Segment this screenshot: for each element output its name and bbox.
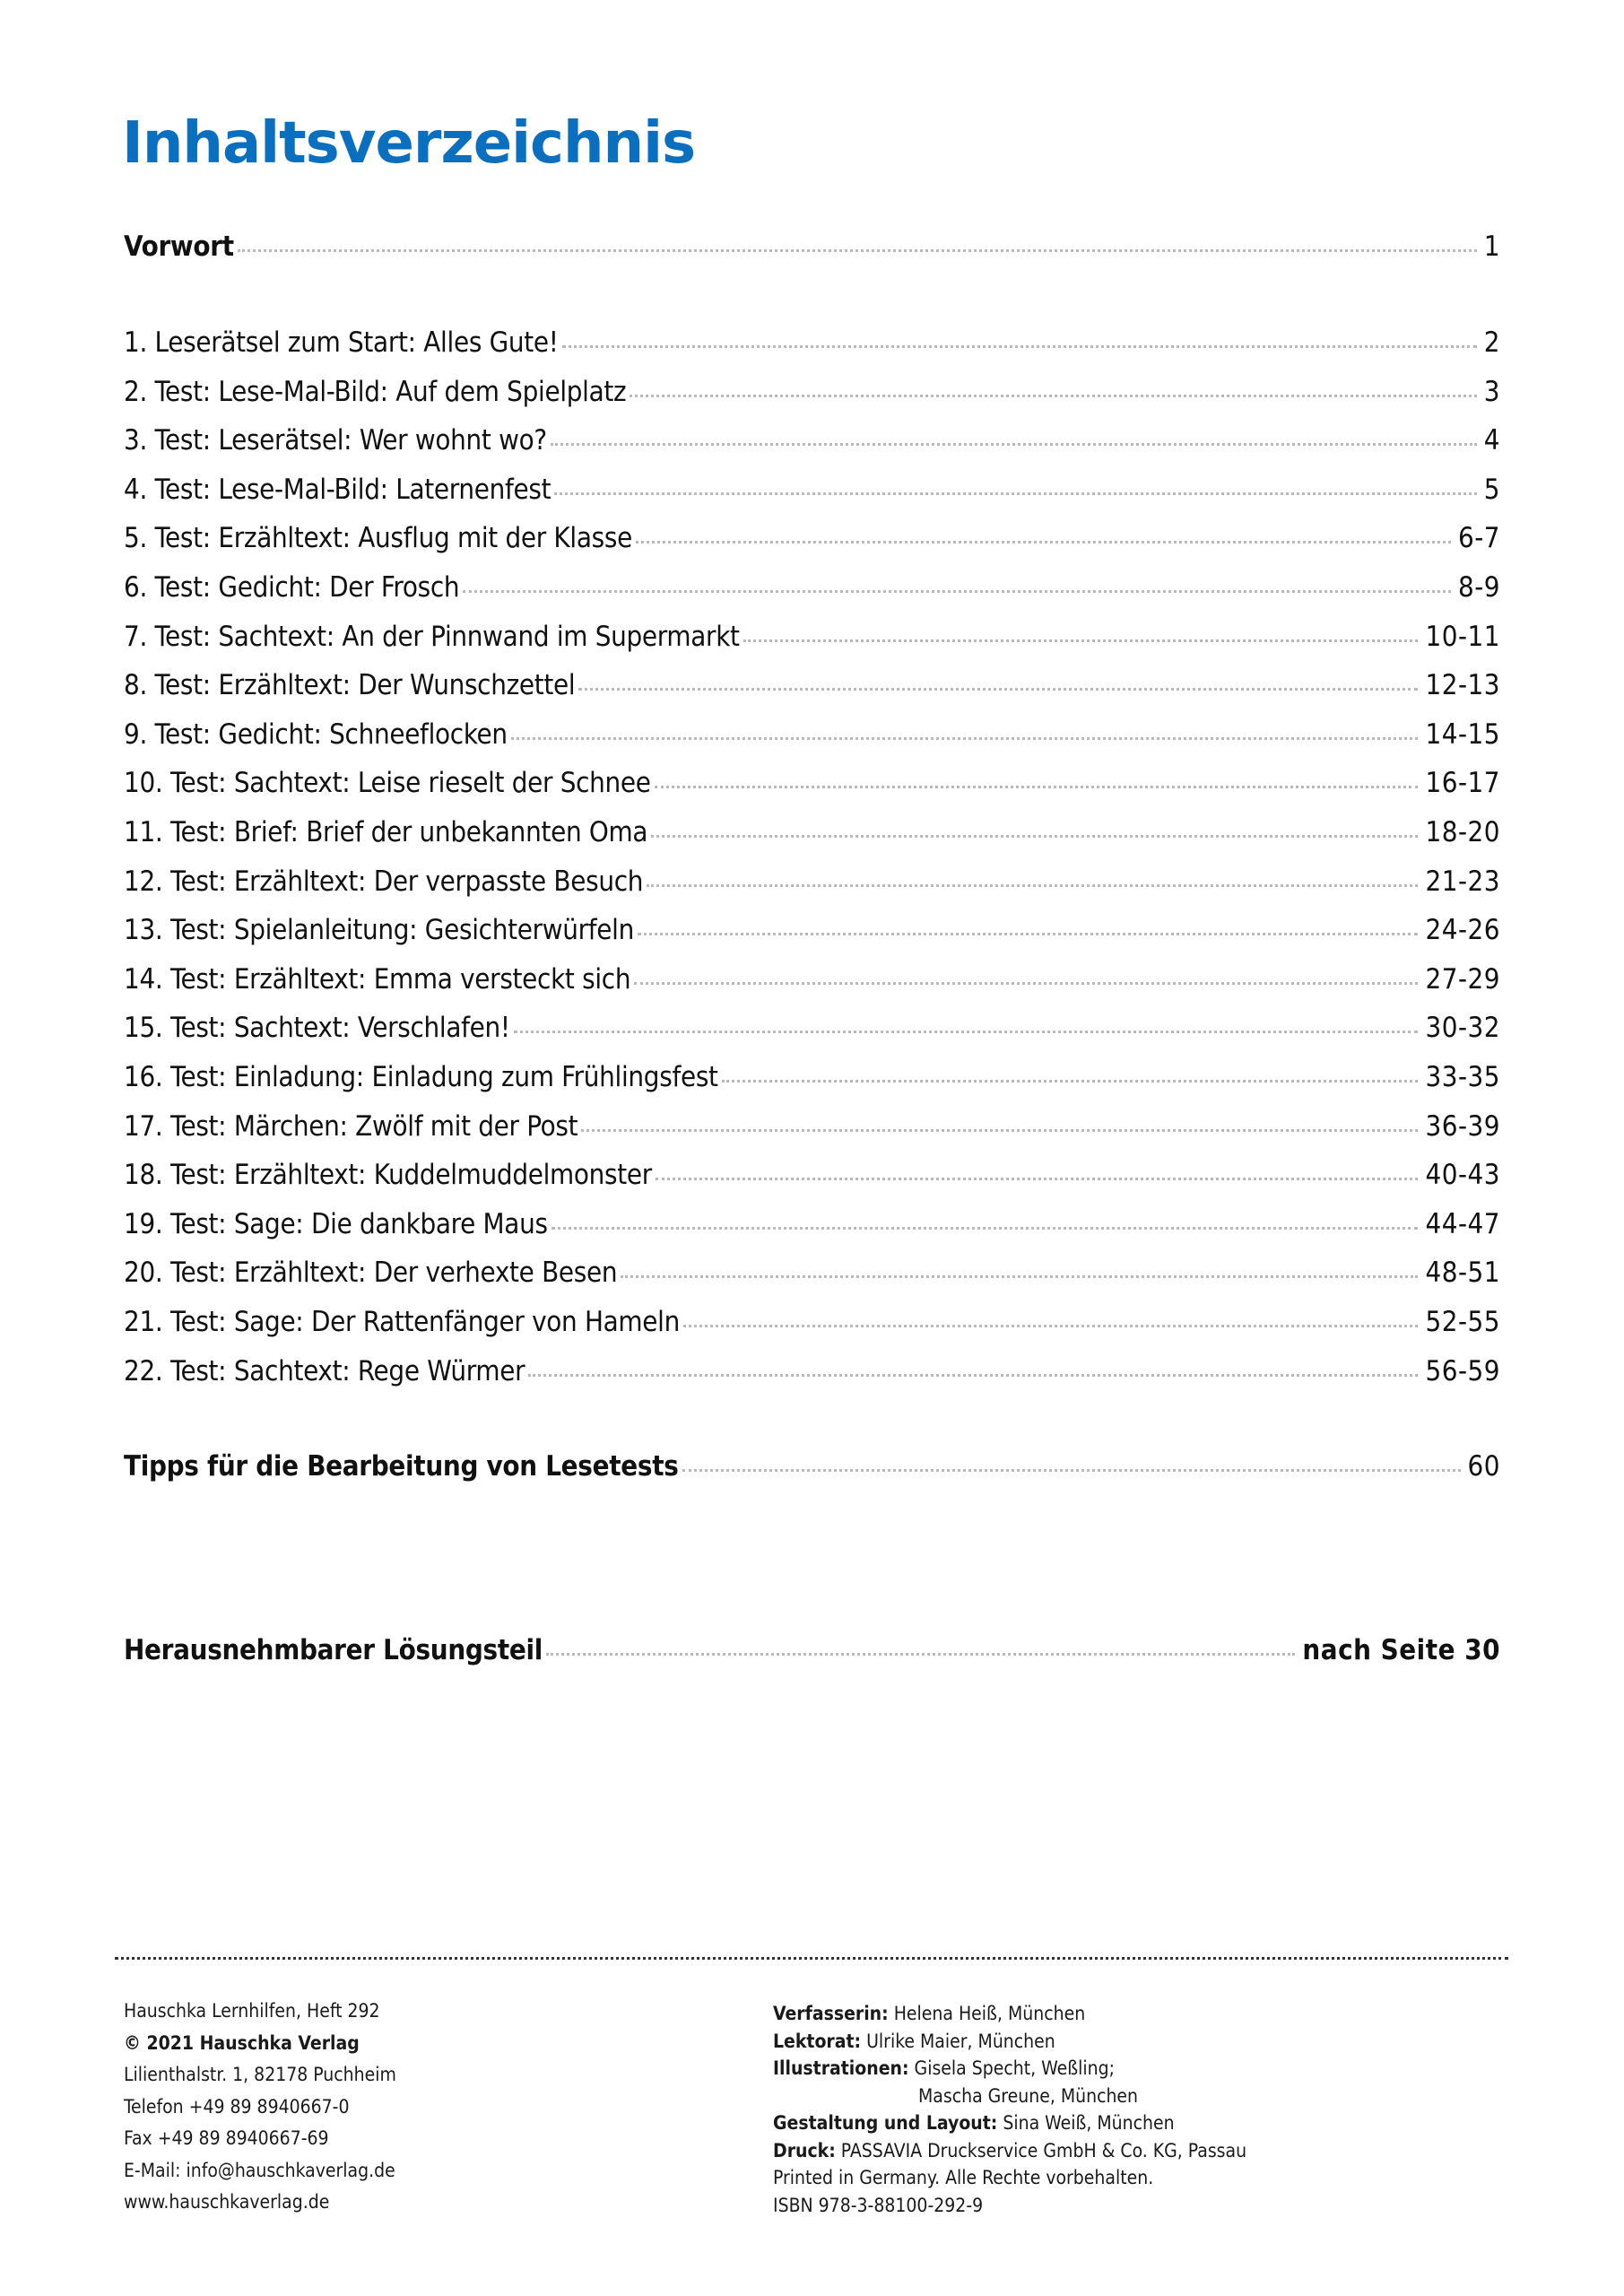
toc-label: Vorwort — [124, 230, 234, 263]
toc-entry[interactable] — [124, 325, 1500, 361]
toc-label: 3. Test: Leserätsel: Wer wohnt wo? — [124, 424, 547, 457]
dot-leader — [514, 1031, 1419, 1033]
credit-illustrations — [773, 2055, 1246, 2083]
toc-entry[interactable] — [124, 520, 1500, 556]
toc-entry[interactable] — [124, 1304, 1500, 1340]
credit-author — [773, 2000, 1246, 2028]
credit-print — [773, 2137, 1246, 2165]
toc-label: 13. Test: Spielanleitung: Gesichterwürfeln — [124, 914, 634, 947]
dot-leader — [722, 1080, 1419, 1083]
toc-page-number: 48-51 — [1425, 1257, 1500, 1290]
credit-label: Verfasserin: — [773, 2003, 889, 2024]
dot-leader — [581, 1129, 1418, 1132]
toc-label: 21. Test: Sage: Der Rattenfänger von Hameln — [124, 1306, 680, 1338]
toc-label: 7. Test: Sachtext: An der Pinnwand im Supermarkt — [124, 620, 740, 653]
toc-page-number: 5 — [1483, 473, 1500, 506]
toc-page-number: 8-9 — [1457, 571, 1500, 604]
dot-leader — [463, 590, 1451, 593]
toc-label: 16. Test: Einladung: Einladung zum Frühlingsfest — [124, 1061, 718, 1093]
rights-line: Printed in Germany. Alle Rechte vorbehalten. — [773, 2167, 1154, 2188]
toc-label: 19. Test: Sage: Die dankbare Maus — [124, 1207, 548, 1240]
toc-entry[interactable] — [124, 1206, 1500, 1242]
toc-label: 8. Test: Erzähltext: Der Wunschzettel — [124, 669, 576, 702]
toc-page-number: 4 — [1483, 424, 1500, 457]
dot-leader — [578, 688, 1418, 691]
toc-entry[interactable] — [124, 961, 1500, 997]
series-line: Hauschka Lernhilfen, Heft 292 — [124, 2000, 380, 2022]
toc-entry[interactable] — [124, 765, 1500, 801]
toc-label: 15. Test: Sachtext: Verschlafen! — [124, 1012, 510, 1045]
dot-leader — [647, 884, 1418, 887]
footer-divider — [115, 1957, 1508, 1960]
toc-label: Tipps für die Bearbeitung von Lesetests — [124, 1450, 679, 1483]
toc-page-number: 44-47 — [1425, 1207, 1500, 1240]
toc-tips[interactable] — [124, 1448, 1500, 1484]
dot-leader — [546, 1653, 1295, 1656]
toc-page-number: 3 — [1483, 375, 1500, 408]
dot-leader — [562, 345, 1477, 348]
dot-leader — [655, 786, 1419, 788]
toc-preface[interactable] — [124, 229, 1500, 265]
credit-label: Gestaltung und Layout: — [773, 2112, 998, 2134]
credit-layout — [773, 2109, 1246, 2137]
toc-entry[interactable] — [124, 1010, 1500, 1046]
toc-label: 4. Test: Lese-Mal-Bild: Laternenfest — [124, 473, 551, 506]
toc-label: 1. Leserätsel zum Start: Alles Gute! — [124, 326, 559, 359]
toc-page-number: 52-55 — [1425, 1306, 1500, 1338]
dot-leader — [651, 835, 1418, 838]
dot-leader — [682, 1469, 1461, 1472]
toc-label: 2. Test: Lese-Mal-Bild: Auf dem Spielplatz — [124, 375, 627, 408]
dot-leader — [554, 492, 1476, 495]
toc-page-number: 36-39 — [1425, 1109, 1500, 1143]
dot-leader — [630, 395, 1476, 397]
dot-leader — [238, 249, 1477, 252]
toc-label: 18. Test: Erzähltext: Kuddelmuddelmonster — [124, 1159, 652, 1192]
toc-solutions[interactable] — [124, 1632, 1500, 1668]
dot-leader — [551, 1227, 1419, 1230]
toc-entry[interactable] — [124, 717, 1500, 752]
toc-page-number: 24-26 — [1425, 914, 1500, 947]
toc-page-number: 12-13 — [1425, 669, 1500, 702]
dot-leader — [634, 982, 1418, 985]
toc-entry[interactable] — [124, 422, 1500, 458]
toc-label: 14. Test: Erzähltext: Emma versteckt sich — [124, 962, 631, 996]
toc-entry[interactable] — [124, 1353, 1500, 1389]
toc-page-number: 14-15 — [1425, 718, 1500, 751]
toc-page-number: 21-23 — [1425, 865, 1500, 898]
toc-label: 5. Test: Erzähltext: Ausflug mit der Klasse — [124, 522, 632, 555]
toc-label: 20. Test: Erzähltext: Der verhexte Besen — [124, 1257, 618, 1290]
toc-entry[interactable] — [124, 1109, 1500, 1144]
toc-entry[interactable] — [124, 864, 1500, 900]
toc-entry[interactable] — [124, 1059, 1500, 1095]
dot-leader — [636, 541, 1451, 544]
isbn-line: ISBN 978-3-88100-292-9 — [773, 2194, 984, 2216]
dot-leader — [621, 1275, 1418, 1278]
fax-line: Fax +49 89 8940667-69 — [124, 2127, 329, 2149]
credit-label: Lektorat: — [773, 2030, 862, 2052]
toc-page-number: 60 — [1467, 1450, 1500, 1483]
toc-label: 9. Test: Gedicht: Schneeflocken — [124, 718, 508, 751]
toc-label: 17. Test: Märchen: Zwölf mit der Post — [124, 1109, 578, 1143]
credit-label: Druck: — [773, 2139, 836, 2161]
toc-page-number: 16-17 — [1425, 767, 1500, 800]
page-title: Inhaltsverzeichnis — [122, 110, 696, 177]
credits — [773, 2000, 1246, 2219]
toc-label: 12. Test: Erzähltext: Der verpasste Besuch — [124, 865, 644, 898]
toc-entry[interactable] — [124, 619, 1500, 655]
toc-page-number: 40-43 — [1425, 1159, 1500, 1192]
email-link[interactable]: E-Mail: info@hauschkaverlag.de — [124, 2159, 395, 2181]
toc-page-number: 6-7 — [1457, 522, 1500, 555]
dot-leader — [511, 737, 1419, 740]
dot-leader — [743, 639, 1419, 642]
toc-label: 11. Test: Brief: Brief der unbekannten Oma — [124, 816, 648, 848]
toc-page-number: 2 — [1483, 326, 1500, 359]
dot-leader — [528, 1374, 1418, 1377]
toc-label: Herausnehmbarer Lösungsteil — [124, 1634, 543, 1666]
toc-page-number: 10-11 — [1425, 620, 1500, 653]
credit-value: Gisela Specht, Weßling; — [914, 2057, 1115, 2079]
toc-label: 10. Test: Sachtext: Leise rieselt der Schnee — [124, 767, 651, 800]
credit-value: Ulrike Maier, München — [866, 2030, 1055, 2052]
credit-value: Helena Heiß, München — [893, 2003, 1086, 2024]
credit-editor — [773, 2028, 1246, 2056]
toc-entry[interactable] — [124, 912, 1500, 948]
credit-illustrations-cont: Mascha Greune, München — [918, 2084, 1139, 2107]
toc-page-number: 27-29 — [1425, 962, 1500, 996]
toc-page-number: 33-35 — [1425, 1061, 1500, 1093]
copyright-line: © 2021 Hauschka Verlag — [124, 2031, 360, 2054]
credit-value: Sina Weiß, München — [1003, 2112, 1175, 2134]
toc-entry[interactable] — [124, 472, 1500, 508]
toc-entry[interactable] — [124, 1255, 1500, 1291]
toc-entry[interactable] — [124, 374, 1500, 410]
dot-leader — [683, 1325, 1418, 1327]
toc-page-number: nach Seite 30 — [1302, 1634, 1500, 1666]
dot-leader — [551, 443, 1477, 446]
toc-label: 6. Test: Gedicht: Der Frosch — [124, 571, 460, 604]
website-link[interactable]: www.hauschkaverlag.de — [124, 2191, 330, 2213]
toc-entry[interactable] — [124, 570, 1500, 605]
toc-page-number: 18-20 — [1425, 816, 1500, 848]
toc-page-number: 1 — [1483, 230, 1500, 263]
toc-page-number: 30-32 — [1425, 1012, 1500, 1045]
address-line: Lilienthalstr. 1, 82178 Puchheim — [124, 2064, 396, 2085]
toc-entry[interactable] — [124, 1157, 1500, 1193]
phone-line: Telefon +49 89 8940667-0 — [124, 2095, 350, 2118]
credit-label: Illustrationen: — [773, 2057, 909, 2079]
toc-entry[interactable] — [124, 814, 1500, 850]
publisher-info — [124, 1996, 396, 2219]
toc-label: 22. Test: Sachtext: Rege Würmer — [124, 1354, 525, 1387]
credit-value: PASSAVIA Druckservice GmbH & Co. KG, Passau — [840, 2139, 1247, 2161]
dot-leader — [656, 1178, 1419, 1180]
toc-page-number: 56-59 — [1425, 1354, 1500, 1387]
toc-entry[interactable] — [124, 667, 1500, 703]
dot-leader — [638, 933, 1418, 935]
